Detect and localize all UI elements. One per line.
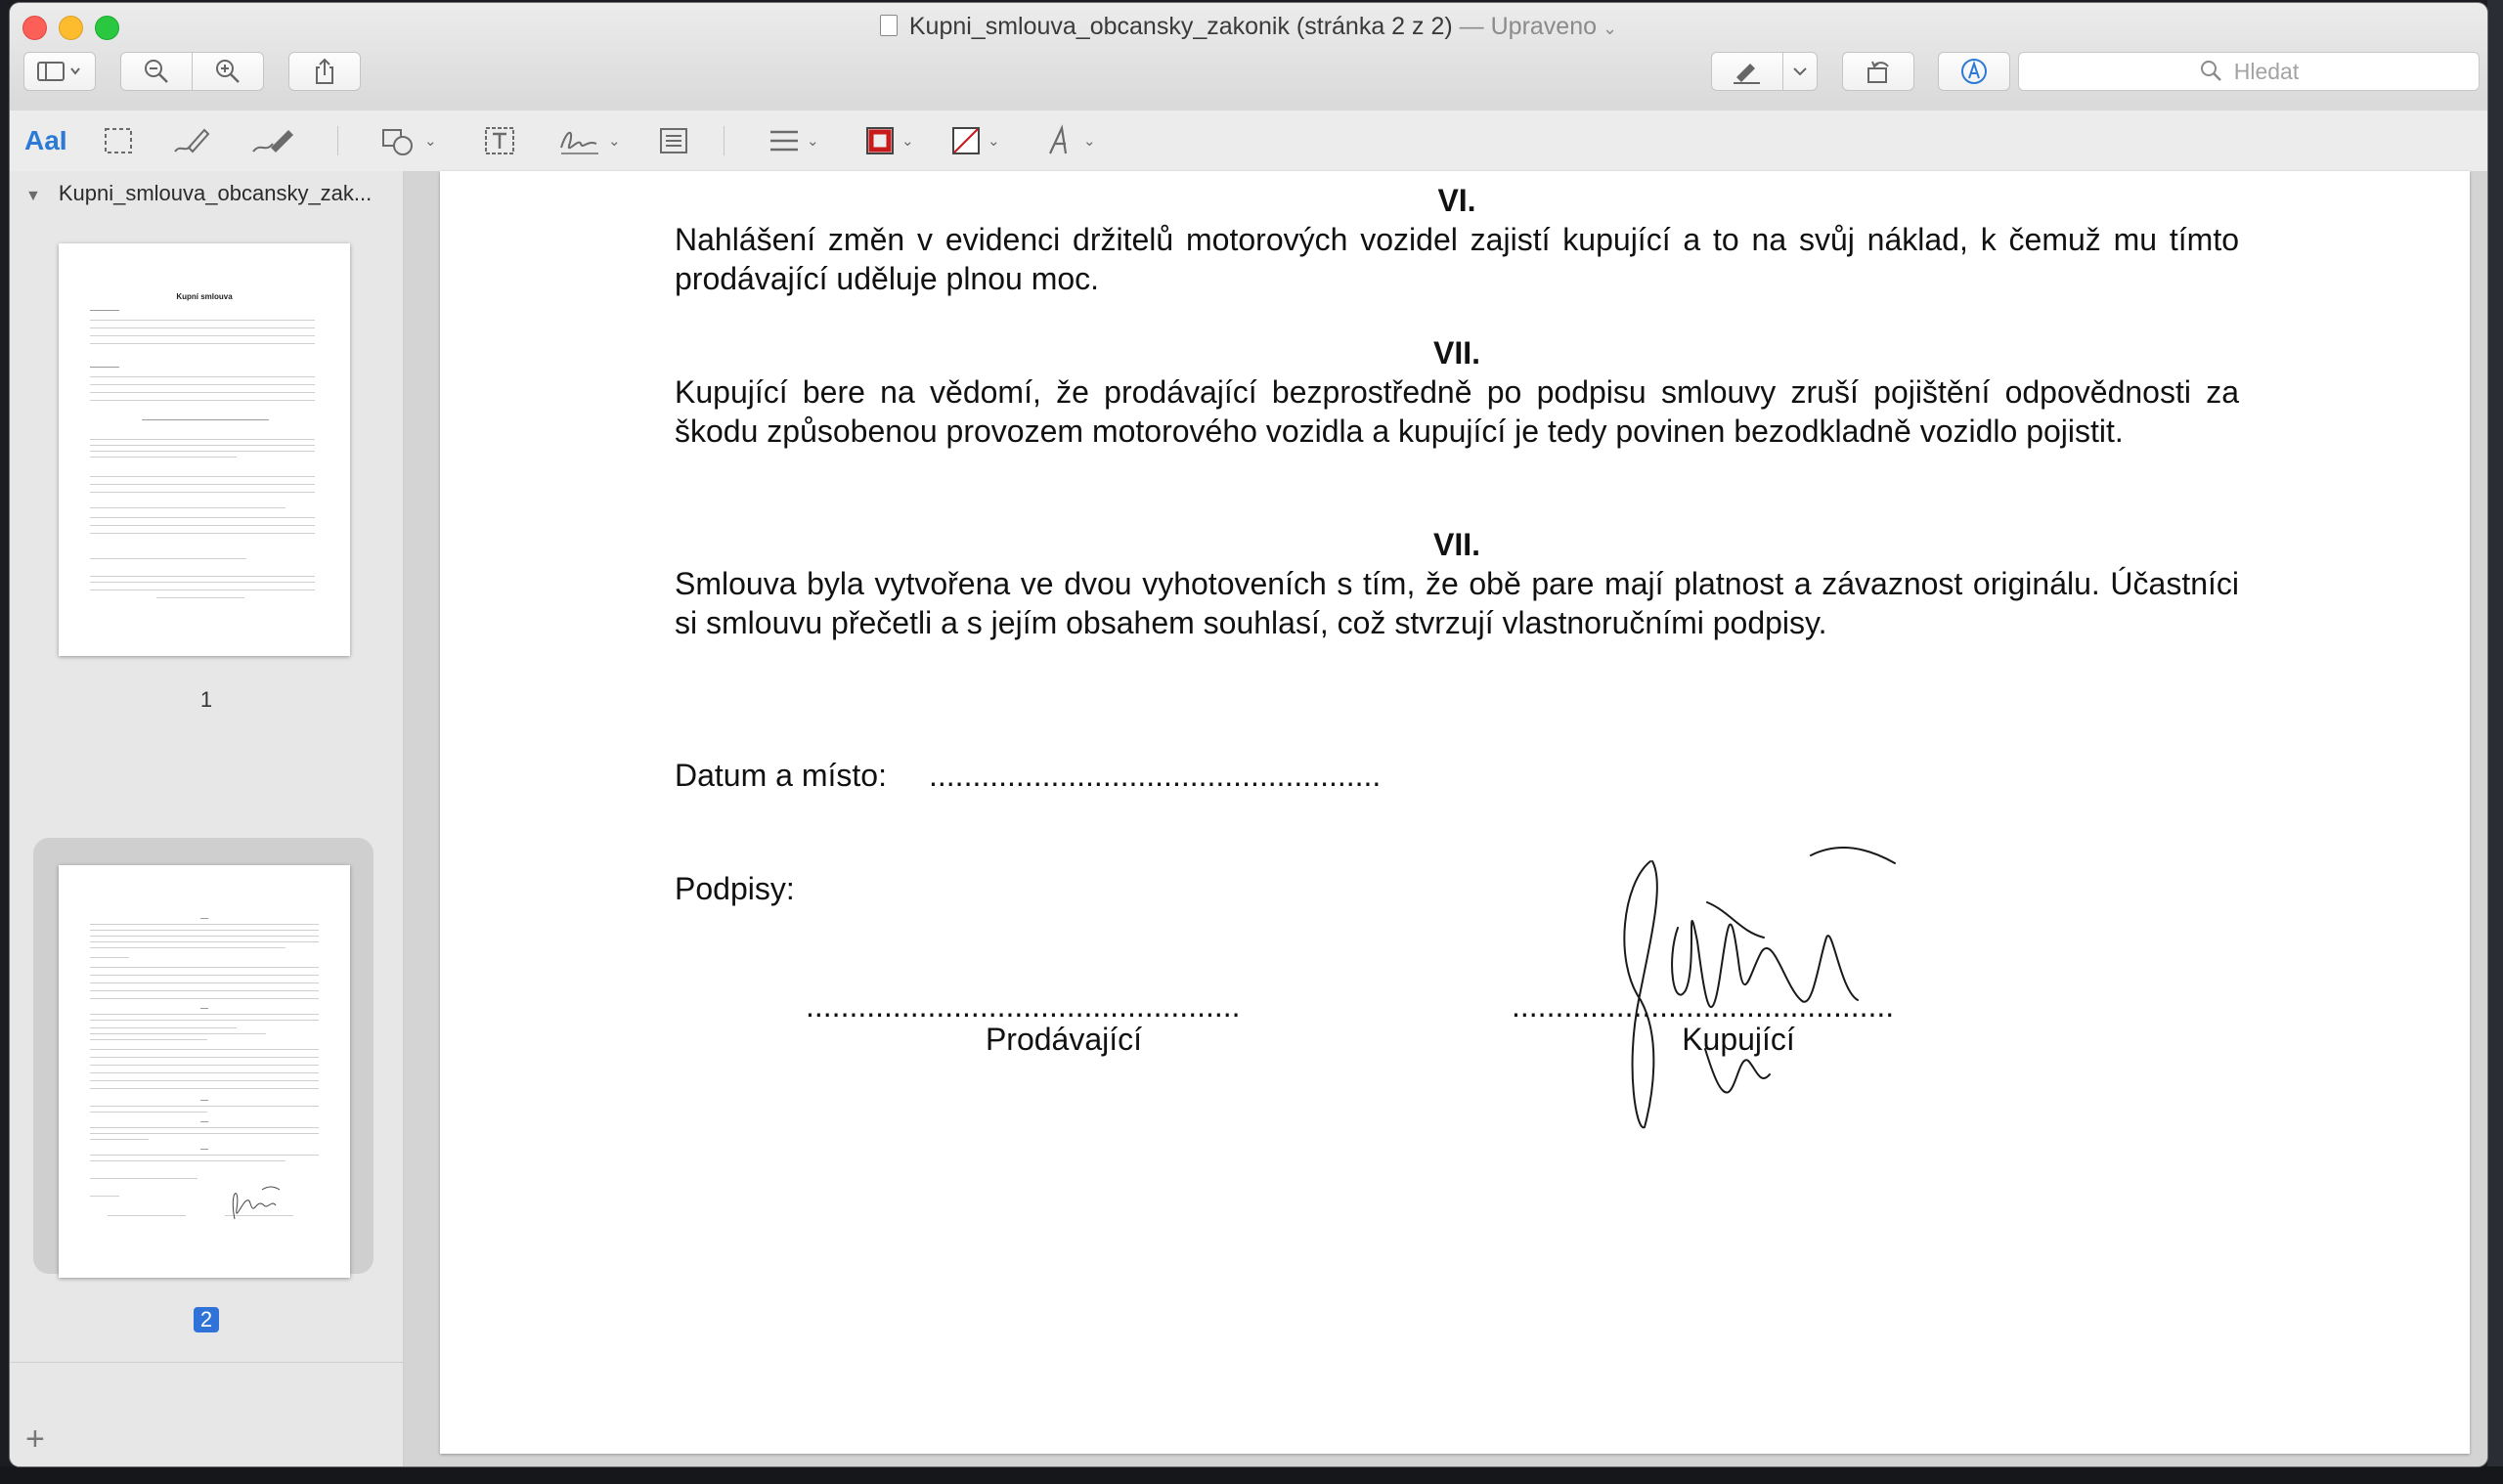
chevron-down-icon: ⌄ [608,133,621,150]
fill-color-icon [950,125,982,156]
window-title[interactable] [10,13,2487,41]
text-selection-tool[interactable]: AaI [24,125,67,155]
section-text: Kupující bere na vědomí, že prodávající bezprostředně po podpisu smlouvy zruší pojištění odpovědnosti za škodu způsobenou provozem motorového vozidla a kupující je tedy povinen bezodkladně vozidlo pojistit. [675,374,2239,449]
thumbnail-signature [225,1180,284,1229]
highlight-options-button[interactable] [1782,52,1818,91]
chevron-down-icon [1792,65,1808,77]
date-place-field: .................................................... [929,758,1382,793]
date-place-label: Datum a místo: [675,758,887,793]
share-icon [310,57,339,86]
selected-page-number: 2 [194,1307,219,1332]
pdf-page [440,171,2470,1454]
toolbar-divider [724,126,725,155]
seller-label: Prodávající [985,1022,1143,1057]
shapes-tool[interactable] [379,124,437,157]
border-color-tool[interactable] [864,124,914,157]
search-icon [2199,59,2224,84]
edited-status: — Upraveno [1459,13,1598,40]
chevron-down-icon: ⌄ [807,133,819,150]
handwritten-signature [1584,844,1955,1137]
section-heading: VI. [1437,183,1476,218]
page-thumbnail-2[interactable] [59,865,350,1278]
section-vii [675,333,2239,451]
line-style-icon [768,124,801,157]
selection-rectangle-icon [103,125,134,156]
zoom-out-button[interactable] [120,52,193,91]
draw-tool[interactable] [249,124,298,157]
search-input[interactable] [2018,52,2480,91]
draw-icon [249,124,298,157]
sidebar-divider [10,1362,403,1363]
toolbar-divider [337,126,338,155]
add-page-button[interactable]: + [25,1420,45,1458]
thumbnail-sidebar [10,171,404,1466]
text-box-tool[interactable] [482,124,517,157]
note-icon [657,124,690,157]
seller-signature-line: .................................................. [806,988,1241,1024]
line-style-tool[interactable] [768,124,819,157]
fill-color-tool[interactable] [950,124,1000,157]
chevron-down-icon: ⌄ [424,133,437,150]
chevron-down-icon: ⌄ [1603,19,1618,38]
disclosure-triangle-icon[interactable]: ▼ [25,188,41,204]
sidebar-document-name: Kupni_smlouva_obcansky_zak... [58,181,373,205]
section-heading: VII. [1432,527,1480,562]
note-tool[interactable] [657,124,690,157]
page-thumbnail-1[interactable] [59,243,350,656]
section-vi [675,181,2239,298]
rotate-button[interactable] [1842,52,1914,91]
zoom-out-icon [142,57,171,86]
sidebar-document-item[interactable] [25,181,372,206]
chevron-down-icon: ⌄ [901,133,914,150]
markup-pen-icon [1958,56,1990,87]
highlighter-icon [1731,58,1764,85]
sidebar-icon [36,60,83,83]
section-text: Smlouva byla vytvořena ve dvou vyhotoveních s tím, že obě pare mají platnost a závaznost originálu. Účastníci si smlouvu přečetli a s jejím obsahem souhlasí, což stvrzují vlastnoručními podpisy. [675,566,2239,640]
chevron-down-icon: ⌄ [988,133,1000,150]
zoom-in-icon [213,57,242,86]
share-button[interactable] [288,52,361,91]
preview-window [10,3,2487,1466]
desktop-background [2487,0,2503,1484]
font-icon [1044,124,1077,157]
section-text: Nahlášení změn v evidenci držitelů motorových vozidel zajistí kupující a to na svůj náklad, k čemuž mu tímto prodávající uděluje plnou moc. [675,222,2239,296]
window-title-text: Kupni_smlouva_obcansky_zakonik (stránka 2 z 2) [908,13,1453,40]
sketch-icon [171,124,212,157]
rotate-icon [1863,57,1894,86]
text-box-icon [482,124,517,157]
signatures-label: Podpisy: [675,871,795,906]
page-number-label: 1 [199,687,213,712]
desktop-bottom [0,1466,2503,1484]
markup-toolbar-button[interactable] [1938,52,2010,91]
sketch-tool[interactable] [171,124,212,157]
markup-toolbar [10,110,2487,172]
shapes-icon [379,124,418,157]
text-style-tool[interactable] [1044,124,1096,157]
buyer-signature-line: ............................................ [1512,988,1895,1024]
buyer-label: Kupující [1682,1022,1795,1057]
signature-tool[interactable] [557,124,621,157]
border-color-icon [864,125,896,156]
thumbnail-title: Kupní smlouva [176,292,233,301]
section-heading: VII. [1432,335,1480,371]
signature-icon [557,124,602,157]
document-icon [880,15,898,36]
highlight-button[interactable] [1711,52,1783,91]
zoom-in-button[interactable] [192,52,264,91]
chevron-down-icon: ⌄ [1083,133,1096,150]
section-vii-final [675,525,2239,642]
search-placeholder: Hledat [2233,58,2300,84]
rectangular-selection-tool[interactable] [103,124,134,157]
page-number-label [10,1307,403,1332]
document-view[interactable] [404,171,2487,1466]
sidebar-view-button[interactable] [23,52,96,91]
titlebar [10,3,2487,111]
